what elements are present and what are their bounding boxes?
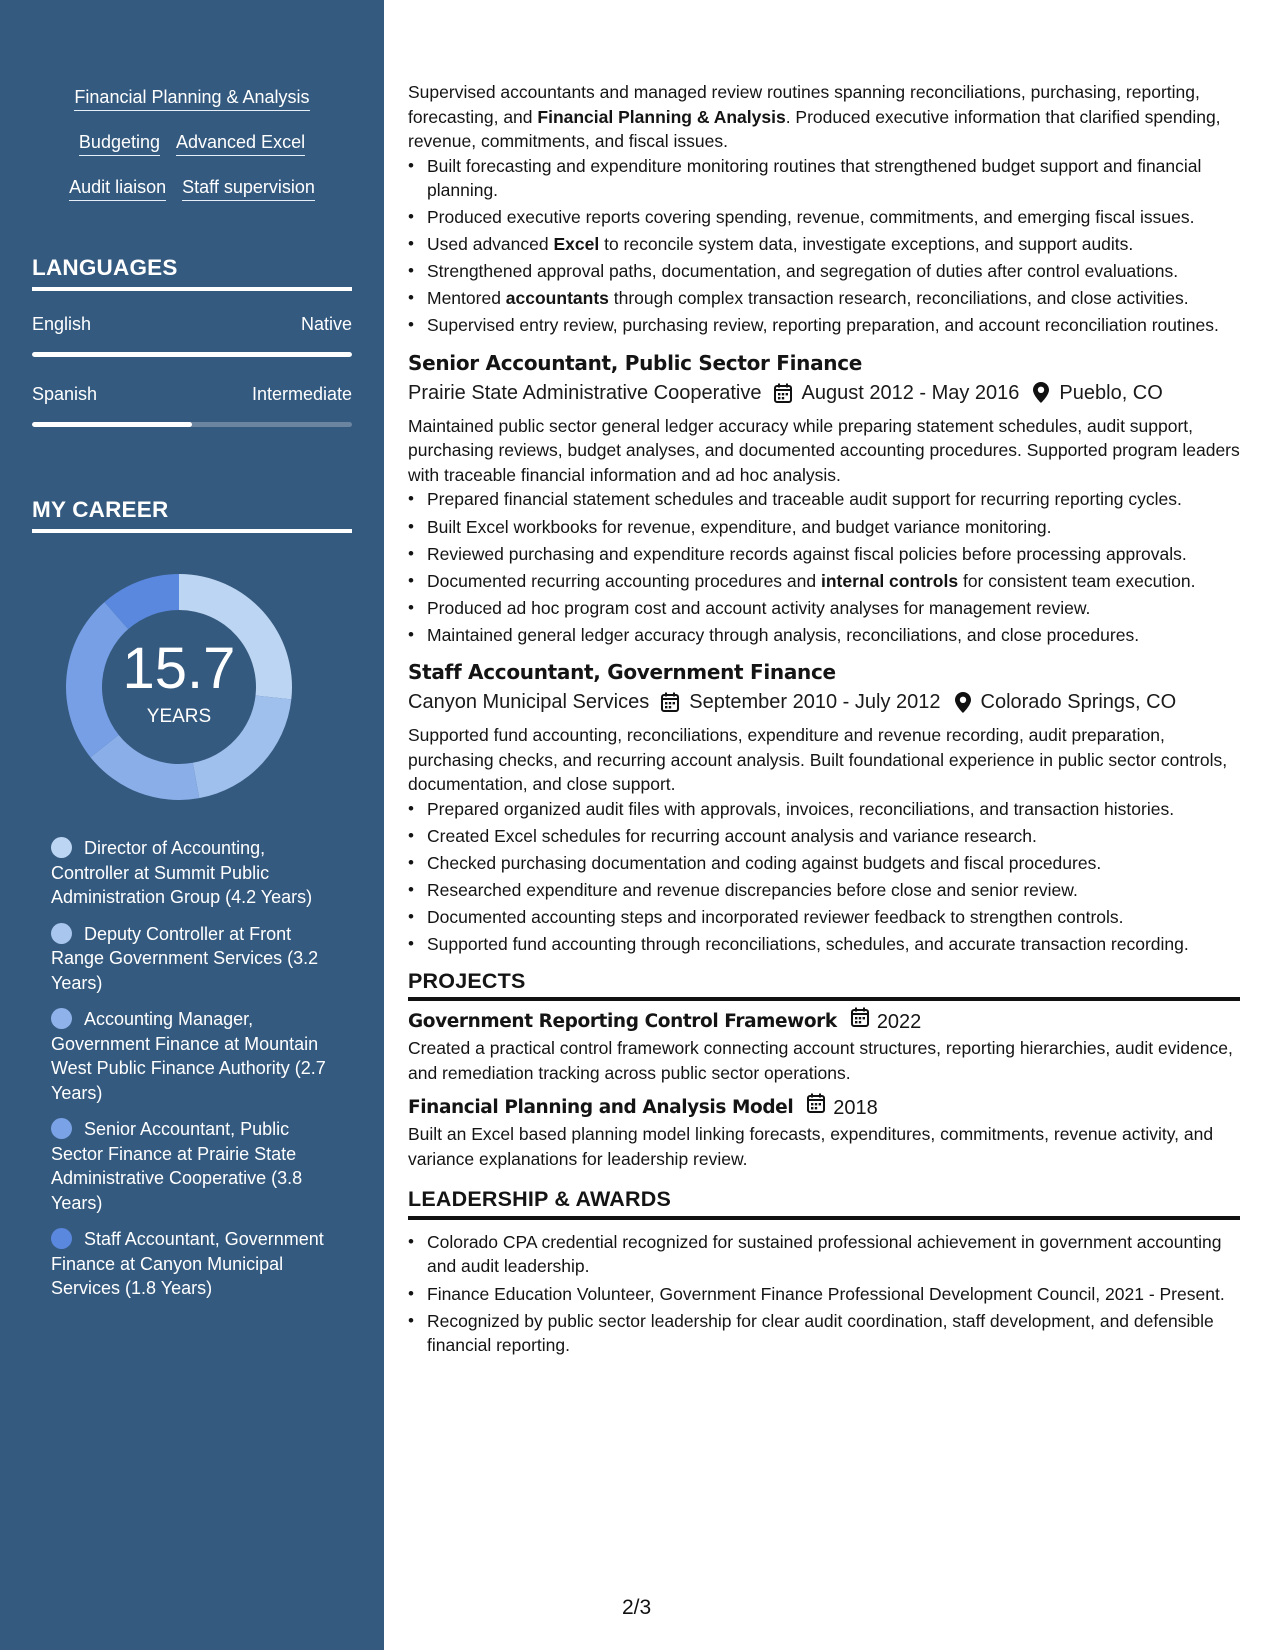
bullet-item: • Documented accounting steps and incorporated reviewer feedback to strengthen controls. bbox=[408, 905, 1240, 930]
job-entry bbox=[408, 348, 1240, 647]
award-item: • Finance Education Volunteer, Government Finance Professional Development Council, 2021 - Present. bbox=[408, 1282, 1240, 1307]
bullet-item: • Created Excel schedules for recurring account analysis and variance research. bbox=[408, 824, 1240, 849]
language-level: Native bbox=[300, 314, 352, 334]
location-pin-icon bbox=[1033, 382, 1049, 403]
donut-segment-4 bbox=[66, 602, 128, 757]
award-item: • Recognized by public sector leadership for clear audit coordination, staff development, and defensible financial reporting. bbox=[408, 1309, 1240, 1358]
language-name: English bbox=[32, 314, 92, 334]
job-title: Staff Accountant, Government Finance bbox=[408, 660, 836, 685]
bullet-item: • Mentored accountants through complex transaction research, reconciliations, and close activities. bbox=[408, 286, 1240, 311]
language-entry bbox=[32, 314, 352, 357]
job-meta bbox=[408, 687, 1240, 717]
job-dates: September 2010 - July 2012 bbox=[689, 691, 941, 714]
bullet-item: • Prepared financial statement schedules and traceable audit support for recurring reporting cycles. bbox=[408, 487, 1240, 512]
career-years-label: YEARS bbox=[146, 706, 212, 727]
project-title-row bbox=[408, 1007, 1240, 1036]
bullet-item: • Built Excel workbooks for revenue, expenditure, and budget variance monitoring. bbox=[408, 515, 1240, 540]
career-total-years: 15.7 bbox=[122, 636, 236, 701]
project-entry bbox=[408, 1007, 1240, 1085]
page-number: 2/3 bbox=[622, 1596, 652, 1619]
award-item: • Colorado CPA credential recognized for sustained professional achievement in government accounting and audit leadership. bbox=[408, 1230, 1240, 1279]
calendar-icon bbox=[774, 383, 792, 403]
career-item: Director of Accounting, Controller at Summit Public Administration Group (4.2 Years) bbox=[51, 838, 313, 907]
project-description: Created a practical control framework connecting account structures, reporting hierarchies, audit evidence, and remediation tracking across public sector operations. bbox=[408, 1038, 1233, 1083]
skill-tag: Audit liaison bbox=[69, 176, 166, 201]
bullet-item: • Checked purchasing documentation and coding against budgets and fiscal procedures. bbox=[408, 851, 1240, 876]
skill-tag: Advanced Excel bbox=[176, 131, 305, 156]
bullet-item: • Produced ad hoc program cost and account activity analyses for management review. bbox=[408, 596, 1240, 621]
projects-heading: PROJECTS bbox=[408, 969, 1240, 1002]
job-dates: August 2012 - May 2016 bbox=[801, 381, 1020, 404]
career-donut-chart bbox=[66, 574, 292, 800]
bullet-item: • Built forecasting and expenditure monitoring routines that strengthened budget support and financial planning. bbox=[408, 154, 1240, 203]
career-item: Accounting Manager, Government Finance at Mountain West Public Finance Authority (2.7 Years) bbox=[51, 1009, 326, 1103]
career-dot-icon bbox=[51, 1008, 72, 1029]
career-item: Staff Accountant, Government Finance at Canyon Municipal Services (1.8 Years) bbox=[51, 1229, 324, 1298]
career-dot-icon bbox=[51, 837, 72, 858]
main-content bbox=[408, 80, 1240, 1360]
bullet-item: • Supported fund accounting through reconciliations, schedules, and accurate transaction recording. bbox=[408, 932, 1240, 957]
skill-tag: Staff supervision bbox=[182, 176, 315, 201]
language-entry bbox=[32, 384, 352, 427]
calendar-icon bbox=[851, 1007, 869, 1036]
bullet-item: • Strengthened approval paths, documentation, and segregation of duties after control evaluations. bbox=[408, 259, 1240, 284]
career-list bbox=[51, 836, 341, 1313]
career-dot-icon bbox=[51, 1118, 72, 1139]
project-title: Government Reporting Control Framework bbox=[408, 1010, 837, 1032]
awards-heading: LEADERSHIP & AWARDS bbox=[408, 1187, 1240, 1220]
career-dot-icon bbox=[51, 1228, 72, 1249]
calendar-icon bbox=[807, 1093, 825, 1122]
sidebar bbox=[0, 0, 384, 1650]
language-level: Intermediate bbox=[251, 384, 352, 404]
project-entry bbox=[408, 1093, 1240, 1171]
career-dot-icon bbox=[51, 923, 72, 944]
skill-row bbox=[0, 86, 384, 131]
experience-intro: Supervised accountants and managed review routines spanning reconciliations, purchasing, reporting, forecasting, and Financial Planning & Analysis. Produced executive information that clarified spending, revenue, commitments, and fiscal issues. bbox=[408, 82, 1221, 151]
project-year: 2018 bbox=[833, 1096, 878, 1119]
project-title: Financial Planning and Analysis Model bbox=[408, 1096, 794, 1118]
language-proficiency-fill bbox=[32, 422, 192, 427]
awards-list bbox=[408, 1230, 1240, 1358]
bullet-item: • Supervised entry review, purchasing review, reporting preparation, and account reconciliation routines. bbox=[408, 313, 1240, 338]
job-title: Senior Accountant, Public Sector Finance bbox=[408, 350, 863, 375]
job-bullets bbox=[408, 487, 1240, 647]
language-proficiency-bar bbox=[32, 422, 352, 427]
career-item: Deputy Controller at Front Range Government Services (3.2 Years) bbox=[51, 923, 319, 993]
language-proficiency-fill bbox=[32, 352, 352, 357]
job-company: Canyon Municipal Services bbox=[408, 691, 650, 714]
skill-row bbox=[0, 131, 384, 176]
bullet-item: • Researched expenditure and revenue discrepancies before close and senior review. bbox=[408, 878, 1240, 903]
bullet-item: • Reviewed purchasing and expenditure records against fiscal policies before processing approvals. bbox=[408, 542, 1240, 567]
bullet-item: • Used advanced Excel to reconcile system data, investigate exceptions, and support audits. bbox=[408, 232, 1240, 257]
job-bullets bbox=[408, 797, 1240, 957]
project-title-row bbox=[408, 1093, 1240, 1122]
bullet-item: • Maintained general ledger accuracy through analysis, reconciliations, and close procedures. bbox=[408, 623, 1240, 648]
career-heading: MY CAREER bbox=[32, 497, 352, 533]
project-description: Built an Excel based planning model linking forecasts, expenditures, commitments, revenue activity, and variance explanations for leadership review. bbox=[408, 1124, 1214, 1169]
language-name: Spanish bbox=[32, 384, 98, 404]
bullet-item: • Prepared organized audit files with approvals, invoices, reconciliations, and transaction histories. bbox=[408, 797, 1240, 822]
skill-row bbox=[0, 176, 384, 221]
skill-tag: Financial Planning & Analysis bbox=[74, 86, 309, 111]
donut-segment-3 bbox=[90, 735, 199, 800]
bullet-item: • Produced executive reports covering spending, revenue, commitments, and emerging fiscal issues. bbox=[408, 205, 1240, 230]
job-summary: Maintained public sector general ledger accuracy while preparing statement schedules, audit support, purchasing reviews, budget analyses, and documented accounting procedures. Supported program leaders with traceable financial information and ad hoc analysis. bbox=[408, 415, 1240, 485]
experience-intro-bullets bbox=[408, 154, 1240, 338]
skills-list bbox=[0, 86, 384, 221]
career-item: Senior Accountant, Public Sector Finance at Prairie State Administrative Cooperative (3.8 Years) bbox=[51, 1119, 303, 1213]
job-location: Colorado Springs, CO bbox=[980, 691, 1177, 714]
job-meta bbox=[408, 378, 1240, 408]
language-proficiency-bar bbox=[32, 352, 352, 357]
calendar-icon bbox=[661, 692, 679, 712]
job-entry bbox=[408, 657, 1240, 956]
project-year: 2022 bbox=[876, 1010, 922, 1033]
languages-heading: LANGUAGES bbox=[32, 255, 352, 291]
job-location: Pueblo, CO bbox=[1059, 381, 1163, 404]
job-summary: Supported fund accounting, reconciliations, expenditure and revenue recording, audit preparation, purchasing checks, and recurring account analysis. Built foundational experience in public sector controls, documentation, and close support. bbox=[408, 725, 1228, 795]
bullet-item: • Documented recurring accounting procedures and internal controls for consistent team execution. bbox=[408, 569, 1240, 594]
skill-tag: Budgeting bbox=[79, 131, 160, 156]
location-pin-icon bbox=[955, 692, 971, 713]
job-company: Prairie State Administrative Cooperative bbox=[408, 381, 762, 404]
